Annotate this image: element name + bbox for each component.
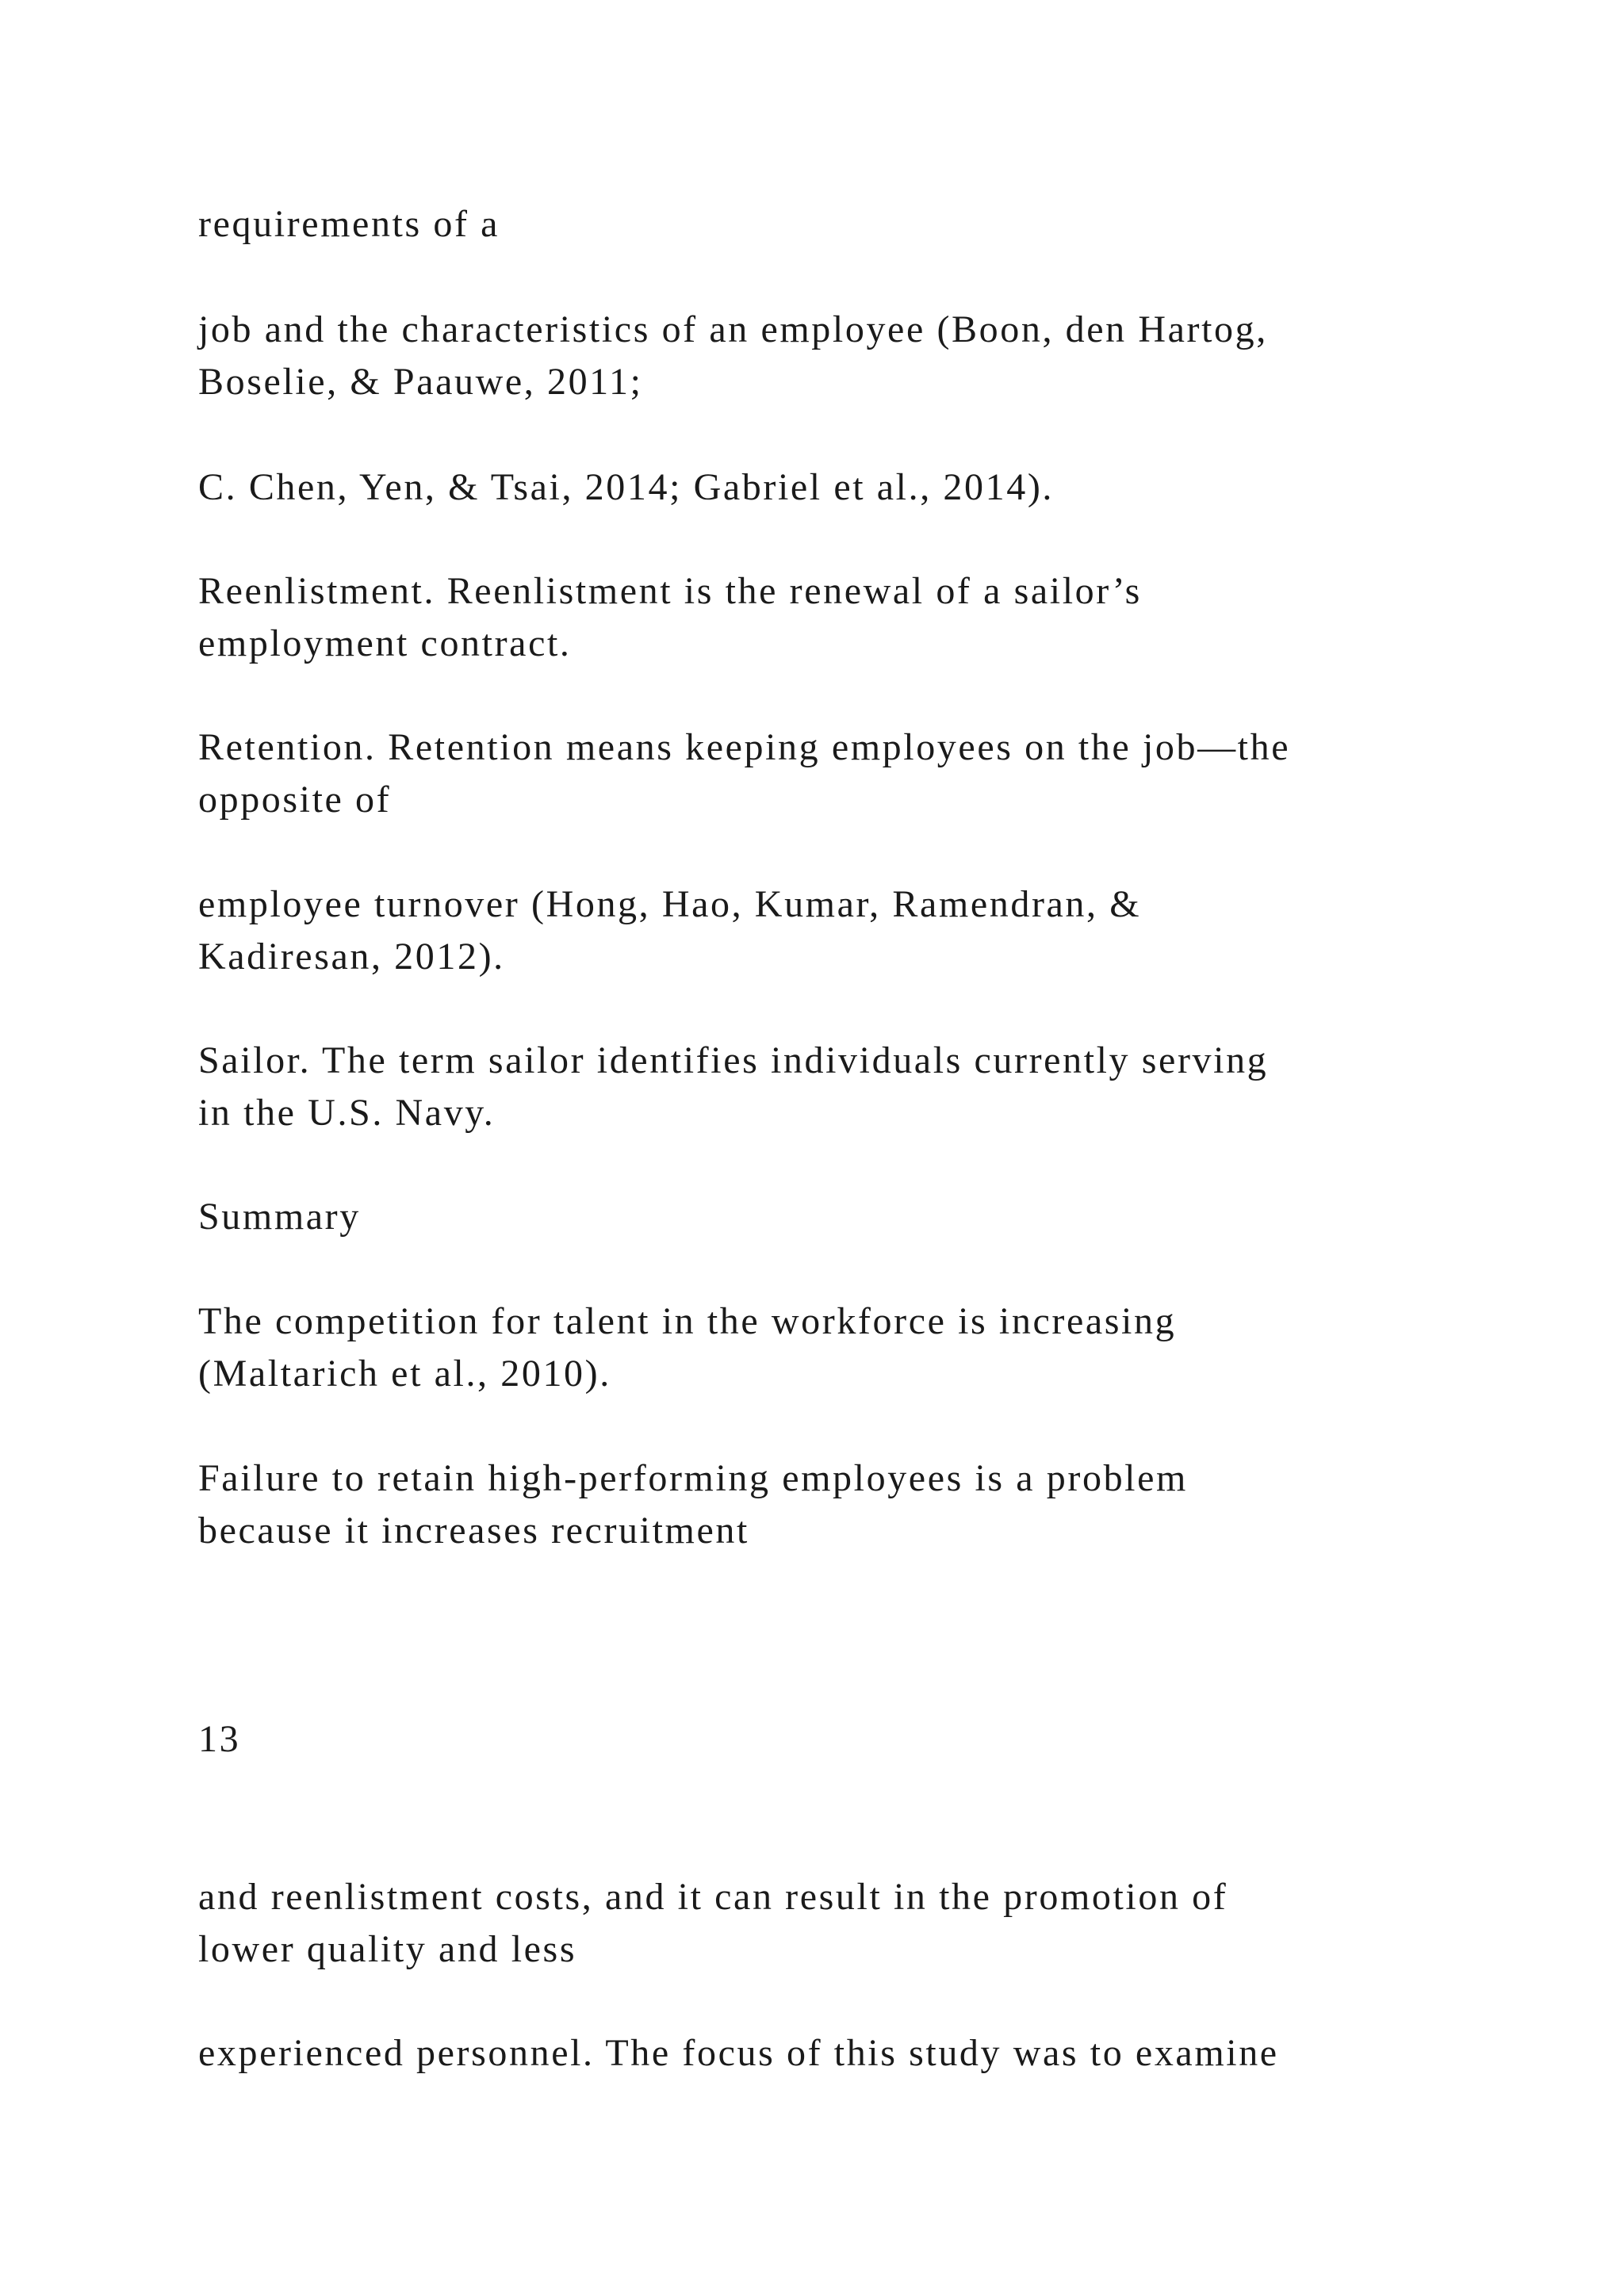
text-line: opposite of	[198, 779, 392, 821]
text-line: in the U.S. Navy.	[198, 1092, 496, 1134]
text-line: C. Chen, Yen, & Tsai, 2014; Gabriel et al., 2014).	[198, 466, 1055, 508]
text-line: (Maltarich et al., 2010).	[198, 1353, 611, 1395]
text-line: because it increases recruitment	[198, 1510, 749, 1552]
text-line: Boselie, & Paauwe, 2011;	[198, 361, 643, 403]
text-line: employee turnover (Hong, Hao, Kumar, Ramendran, &	[198, 883, 1142, 925]
page-number: 13	[198, 1718, 241, 1760]
text-line: employment contract.	[198, 622, 572, 664]
text-line: Failure to retain high-performing employees is a problem	[198, 1457, 1188, 1499]
text-line: job and the characteristics of an employee (Boon, den Hartog,	[198, 308, 1268, 350]
section-heading: Summary	[198, 1196, 361, 1238]
text-line: The competition for talent in the workforce is increasing	[198, 1300, 1177, 1342]
text-line: experienced personnel. The focus of this study was to examine	[198, 2032, 1279, 2074]
text-line: Sailor. The term sailor identifies individuals currently serving	[198, 1039, 1269, 1081]
text-line: Retention. Retention means keeping employees on the job—the	[198, 726, 1291, 768]
text-line: Kadiresan, 2012).	[198, 936, 505, 978]
text-line: lower quality and less	[198, 1928, 577, 1970]
text-line: Reenlistment. Reenlistment is the renewal of a sailor’s	[198, 570, 1142, 612]
text-line: and reenlistment costs, and it can result in the promotion of	[198, 1876, 1228, 1918]
text-line: requirements of a	[198, 203, 500, 245]
